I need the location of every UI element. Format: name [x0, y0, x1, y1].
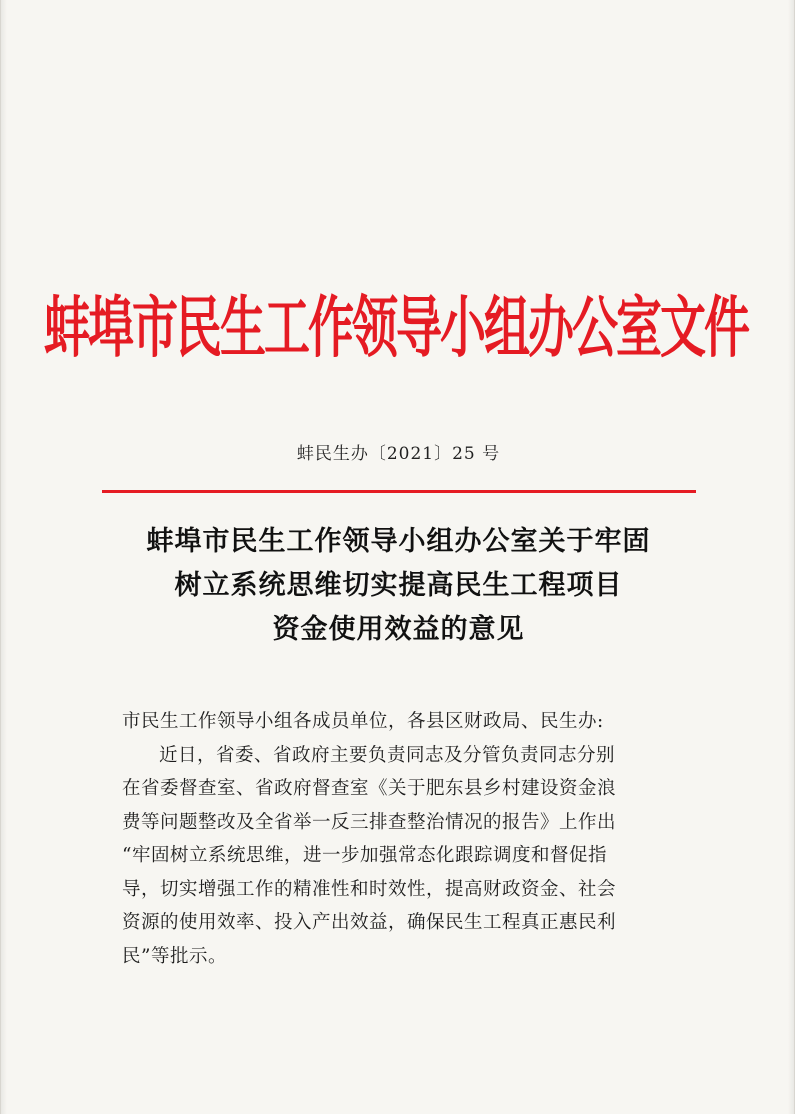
body-line: “牢固树立系统思维，进一步加强常态化跟踪调度和督促指 — [122, 845, 607, 866]
body-line: 在省委督查室、省政府督查室《关于肥东县乡村建设资金浪 — [122, 778, 617, 799]
body-line: 民”等批示。 — [122, 945, 227, 967]
title-line: 资金使用效益的意见 — [272, 614, 525, 645]
title-line: 蚌埠市民生工作领导小组办公室关于牢固 — [146, 526, 651, 557]
title-line: 树立系统思维切实提高民生工程项目 — [174, 570, 623, 601]
scan-shadow-right — [788, 0, 794, 1114]
salutation: 市民生工作领导小组各成员单位，各县区财政局、民生办: — [122, 711, 604, 732]
document-masthead: 蚌埠市民生工作领导小组办公室文件 — [44, 288, 748, 367]
document-title — [81, 520, 716, 652]
body-line: 费等问题整改及全省举一反三排查整治情况的报告》上作出 — [122, 811, 617, 833]
scan-shadow-left — [1, 0, 7, 1114]
body-line: 导，切实增强工作的精准性和时效性，提高财政资金、社会 — [122, 878, 617, 900]
body-line: 资源的使用效率、投入产出效益，确保民生工程真正惠民利 — [122, 912, 617, 933]
red-divider-line — [102, 490, 696, 493]
document-body — [122, 705, 692, 973]
body-line: 近日，省委、省政府主要负责同志及分管负责同志分别 — [159, 744, 616, 766]
document-number: 蚌民生办〔2021〕25 号 — [296, 444, 501, 464]
